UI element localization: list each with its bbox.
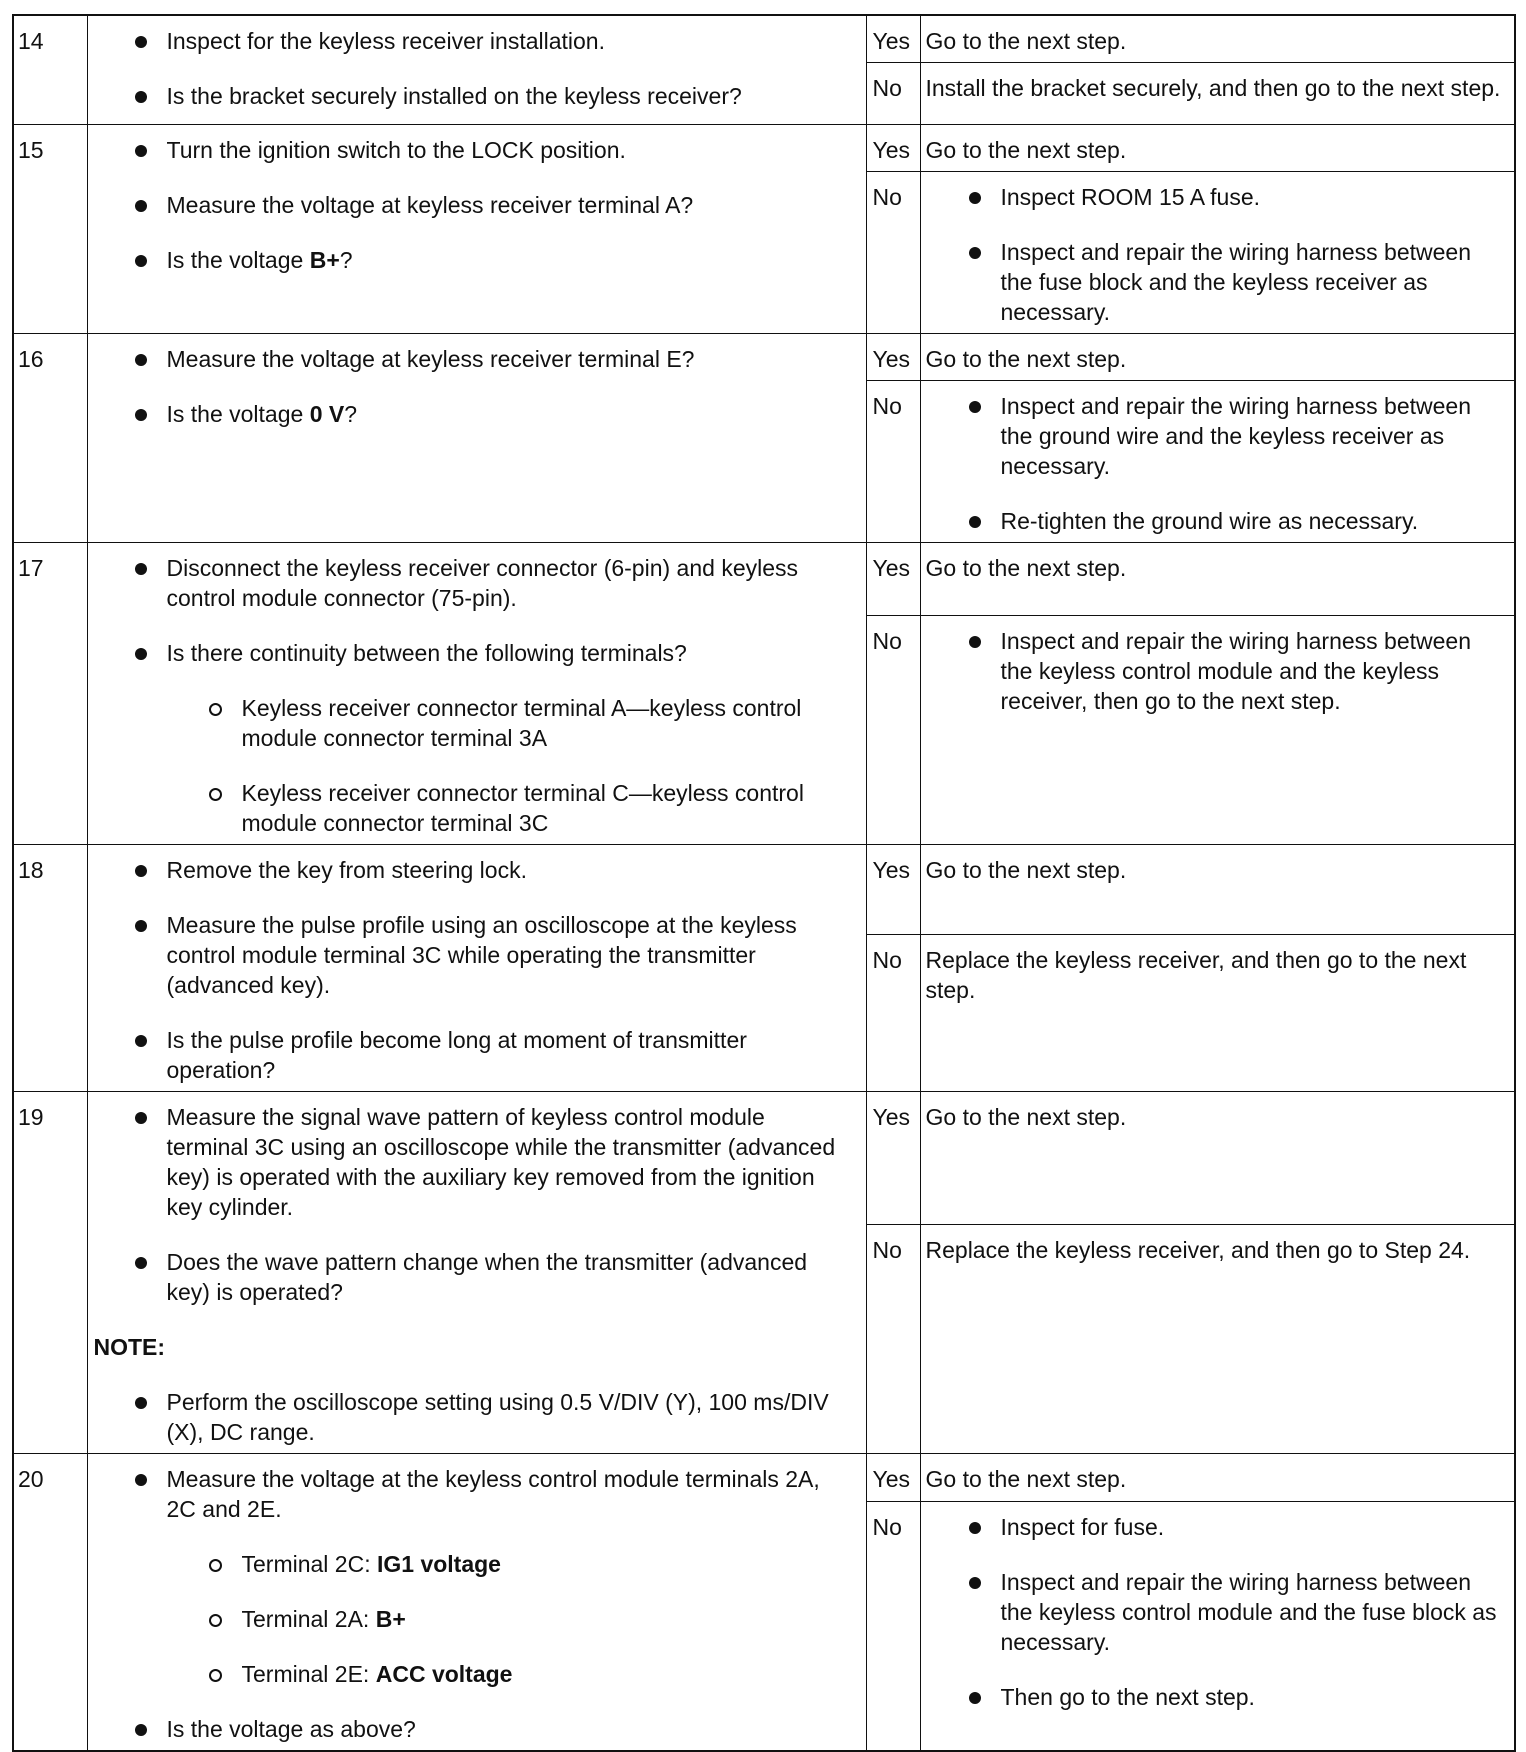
text: ? [344, 401, 358, 427]
yes-label: Yes [866, 125, 920, 172]
sub-bullet [92, 1604, 846, 1634]
sub-bullet [92, 1549, 846, 1579]
no-result [920, 381, 1515, 543]
step-19-yes-row [13, 1092, 1515, 1225]
no-label: No [866, 172, 920, 334]
no-label: No [866, 63, 920, 125]
note-label: NOTE: [93, 1334, 166, 1360]
step-actions [87, 543, 866, 845]
step-18-yes-row [13, 845, 1515, 935]
action-bullet: Is the pulse profile become long at moment of transmitter operation? [92, 1025, 846, 1085]
step-15-yes-row [13, 125, 1515, 172]
yes-label: Yes [866, 1092, 920, 1225]
step-actions [87, 845, 866, 1092]
no-result: Replace the keyless receiver, and then go to the next step. [920, 935, 1515, 1092]
result-bullet: Then go to the next step. [926, 1682, 1507, 1712]
step-14-yes-row [13, 15, 1515, 63]
action-bullet [92, 399, 846, 429]
result-bullet: Inspect and repair the wiring harness between the keyless control module and the fuse block as necessary. [926, 1567, 1507, 1657]
yes-result: Go to the next step. [920, 845, 1515, 935]
no-label: No [866, 1502, 920, 1751]
result-bullet: Inspect ROOM 15 A fuse. [926, 182, 1507, 212]
text: Is the voltage [166, 247, 310, 273]
bold-value: ACC voltage [375, 1661, 513, 1687]
bold-value: 0 V [309, 401, 345, 427]
action-bullet [92, 245, 846, 275]
sub-bullet: Keyless receiver connector terminal A—keyless control module connector terminal 3A [92, 693, 846, 753]
no-result: Install the bracket securely, and then go to the next step. [920, 63, 1515, 125]
diagnostic-table [12, 14, 1516, 1752]
action-bullet: Inspect for the keyless receiver installation. [92, 26, 846, 56]
yes-result: Go to the next step. [920, 543, 1515, 616]
action-bullet: Is there continuity between the following terminals? [92, 638, 846, 668]
no-result [920, 1502, 1515, 1751]
bold-value: IG1 voltage [376, 1551, 501, 1577]
action-bullet: Measure the signal wave pattern of keyless control module terminal 3C using an oscilloscope while the transmitter (advanced key) is operated with the auxiliary key removed from the ignition key cylinder. [92, 1102, 846, 1222]
note-bullet: Perform the oscilloscope setting using 0.5 V/DIV (Y), 100 ms/DIV (X), DC range. [92, 1387, 846, 1447]
sub-bullet: Keyless receiver connector terminal C—keyless control module connector terminal 3C [92, 778, 846, 838]
action-bullet: Measure the voltage at keyless receiver terminal E? [92, 344, 846, 374]
no-label: No [866, 1225, 920, 1454]
yes-result: Go to the next step. [920, 15, 1515, 63]
step-number: 16 [13, 334, 87, 543]
action-bullet: Measure the voltage at keyless receiver terminal A? [92, 190, 846, 220]
no-result: Replace the keyless receiver, and then go to Step 24. [920, 1225, 1515, 1454]
text: Terminal 2A: [241, 1606, 376, 1632]
yes-label: Yes [866, 543, 920, 616]
diagnostic-procedure-sheet [12, 14, 1516, 1742]
yes-result: Go to the next step. [920, 334, 1515, 381]
step-actions [87, 1454, 866, 1752]
yes-label: Yes [866, 334, 920, 381]
yes-result: Go to the next step. [920, 1454, 1515, 1502]
no-label: No [866, 615, 920, 844]
bold-value: B+ [309, 247, 340, 273]
yes-label: Yes [866, 15, 920, 63]
text: Terminal 2C: [241, 1551, 377, 1577]
text: Terminal 2E: [241, 1661, 376, 1687]
step-20-yes-row [13, 1454, 1515, 1502]
step-actions [87, 1092, 866, 1454]
step-actions [87, 15, 866, 125]
action-bullet: Turn the ignition switch to the LOCK position. [92, 135, 846, 165]
yes-result: Go to the next step. [920, 1092, 1515, 1225]
step-actions [87, 334, 866, 543]
action-bullet: Is the voltage as above? [92, 1714, 846, 1744]
action-bullet: Is the bracket securely installed on the keyless receiver? [92, 81, 846, 111]
yes-label: Yes [866, 1454, 920, 1502]
step-16-yes-row [13, 334, 1515, 381]
step-number: 20 [13, 1454, 87, 1752]
no-label: No [866, 935, 920, 1092]
step-17-yes-row [13, 543, 1515, 616]
step-number: 14 [13, 15, 87, 125]
yes-label: Yes [866, 845, 920, 935]
step-number: 15 [13, 125, 87, 334]
no-result [920, 172, 1515, 334]
result-bullet: Inspect and repair the wiring harness between the fuse block and the keyless receiver as necessary. [926, 237, 1507, 327]
step-number: 17 [13, 543, 87, 845]
bold-value: B+ [375, 1606, 406, 1632]
no-result [920, 615, 1515, 844]
action-bullet: Measure the pulse profile using an oscilloscope at the keyless control module terminal 3C while operating the transmitter (advanced key). [92, 910, 846, 1000]
text: ? [339, 247, 353, 273]
result-bullet: Re-tighten the ground wire as necessary. [926, 506, 1507, 536]
result-bullet: Inspect for fuse. [926, 1512, 1507, 1542]
action-bullet: Remove the key from steering lock. [92, 855, 846, 885]
action-bullet: Measure the voltage at the keyless control module terminals 2A, 2C and 2E. [92, 1464, 846, 1524]
no-label: No [866, 381, 920, 543]
step-actions [87, 125, 866, 334]
result-bullet: Inspect and repair the wiring harness between the keyless control module and the keyless receiver, then go to the next step. [926, 626, 1507, 716]
yes-result: Go to the next step. [920, 125, 1515, 172]
result-bullet: Inspect and repair the wiring harness between the ground wire and the keyless receiver as necessary. [926, 391, 1507, 481]
step-number: 19 [13, 1092, 87, 1454]
action-bullet: Disconnect the keyless receiver connector (6-pin) and keyless control module connector (75-pin). [92, 553, 846, 613]
action-bullet: Does the wave pattern change when the transmitter (advanced key) is operated? [92, 1247, 846, 1307]
step-number: 18 [13, 845, 87, 1092]
sub-bullet [92, 1659, 846, 1689]
text: Is the voltage [166, 401, 310, 427]
